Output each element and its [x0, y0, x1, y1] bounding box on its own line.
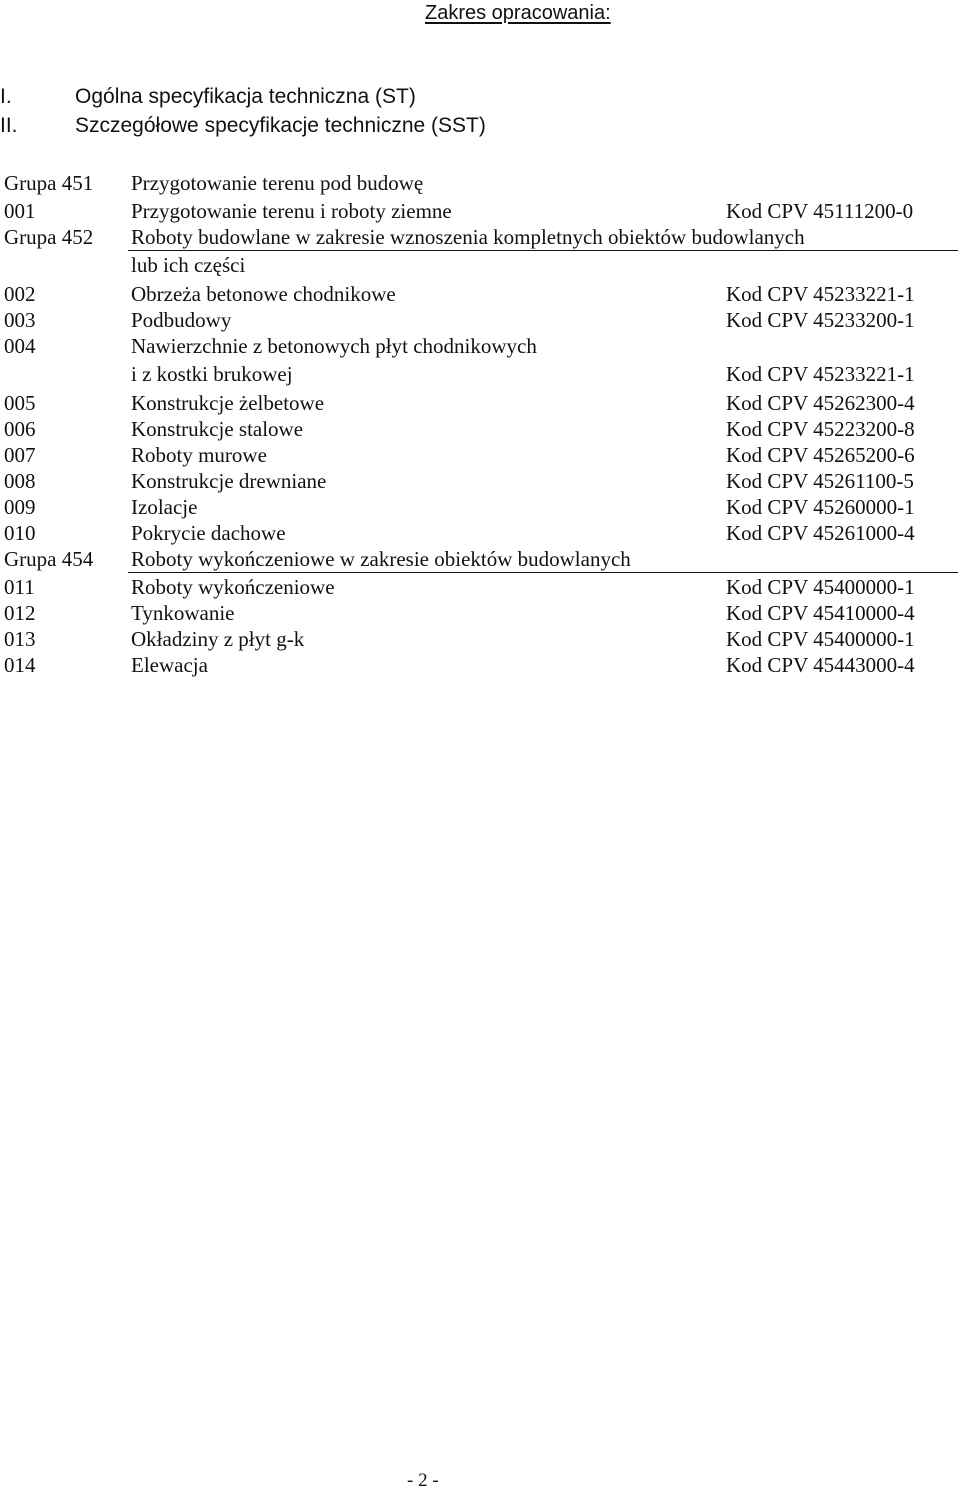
- item-number: 003: [4, 308, 36, 332]
- group-underline: [128, 572, 958, 573]
- item-number: 001: [4, 199, 36, 223]
- cpv-code: Kod CPV 45223200-8: [726, 417, 915, 441]
- item-number: 006: [4, 417, 36, 441]
- item-description: Izolacje: [131, 495, 198, 519]
- toc-number: I.: [0, 85, 12, 108]
- group-number: Grupa 452: [4, 225, 94, 249]
- item-description: Konstrukcje żelbetowe: [131, 391, 325, 415]
- page-number: - 2 -: [407, 1470, 439, 1491]
- group-description-continued: lub ich części: [131, 253, 246, 277]
- group-number: Grupa 454: [4, 547, 94, 571]
- item-number: 009: [4, 495, 36, 519]
- item-description: Roboty murowe: [131, 443, 267, 467]
- item-number: 014: [4, 653, 36, 677]
- item-description: Roboty wykończeniowe: [131, 575, 335, 599]
- item-description: Nawierzchnie z betonowych płyt chodnikowych: [131, 334, 537, 358]
- item-description: Obrzeża betonowe chodnikowe: [131, 282, 396, 306]
- item-number: 002: [4, 282, 36, 306]
- item-description: Okładziny z płyt g-k: [131, 627, 305, 651]
- item-number: 008: [4, 469, 36, 493]
- group-underline: [128, 250, 958, 251]
- cpv-code: Kod CPV 45233221-1: [726, 282, 915, 306]
- cpv-code: Kod CPV 45400000-1: [726, 627, 915, 651]
- group-description: Przygotowanie terenu pod budowę: [131, 171, 424, 195]
- group-description: Roboty budowlane w zakresie wznoszenia kompletnych obiektów budowlanych: [131, 225, 805, 249]
- cpv-code: Kod CPV 45262300-4: [726, 391, 915, 415]
- group-description: Roboty wykończeniowe w zakresie obiektów budowlanych: [131, 547, 631, 571]
- item-description-continued: i z kostki brukowej: [131, 362, 293, 386]
- cpv-code: Kod CPV 45400000-1: [726, 575, 915, 599]
- item-number: 011: [4, 575, 35, 599]
- cpv-code: Kod CPV 45260000-1: [726, 495, 915, 519]
- item-description: Pokrycie dachowe: [131, 521, 286, 545]
- cpv-code: Kod CPV 45265200-6: [726, 443, 915, 467]
- item-description: Elewacja: [131, 653, 208, 677]
- item-description: Konstrukcje drewniane: [131, 469, 327, 493]
- group-number: Grupa 451: [4, 171, 94, 195]
- cpv-code: Kod CPV 45111200-0: [726, 199, 914, 223]
- item-description: Podbudowy: [131, 308, 232, 332]
- item-number: 013: [4, 627, 36, 651]
- item-number: 004: [4, 334, 36, 358]
- item-description: Tynkowanie: [131, 601, 235, 625]
- item-description: Przygotowanie terenu i roboty ziemne: [131, 199, 452, 223]
- cpv-code: Kod CPV 45443000-4: [726, 653, 915, 677]
- item-description: Konstrukcje stalowe: [131, 417, 304, 441]
- toc-text: Ogólna specyfikacja techniczna (ST): [75, 85, 416, 108]
- cpv-code: Kod CPV 45410000-4: [726, 601, 915, 625]
- cpv-code: Kod CPV 45233221-1: [726, 362, 915, 386]
- cpv-code: Kod CPV 45233200-1: [726, 308, 915, 332]
- cpv-code: Kod CPV 45261100-5: [726, 469, 914, 493]
- toc-text: Szczegółowe specyfikacje techniczne (SST): [75, 114, 486, 137]
- item-number: 010: [4, 521, 36, 545]
- item-number: 005: [4, 391, 36, 415]
- cpv-code: Kod CPV 45261000-4: [726, 521, 915, 545]
- page-title: Zakres opracowania:: [425, 2, 611, 24]
- item-number: 012: [4, 601, 36, 625]
- toc-number: II.: [0, 114, 18, 137]
- item-number: 007: [4, 443, 36, 467]
